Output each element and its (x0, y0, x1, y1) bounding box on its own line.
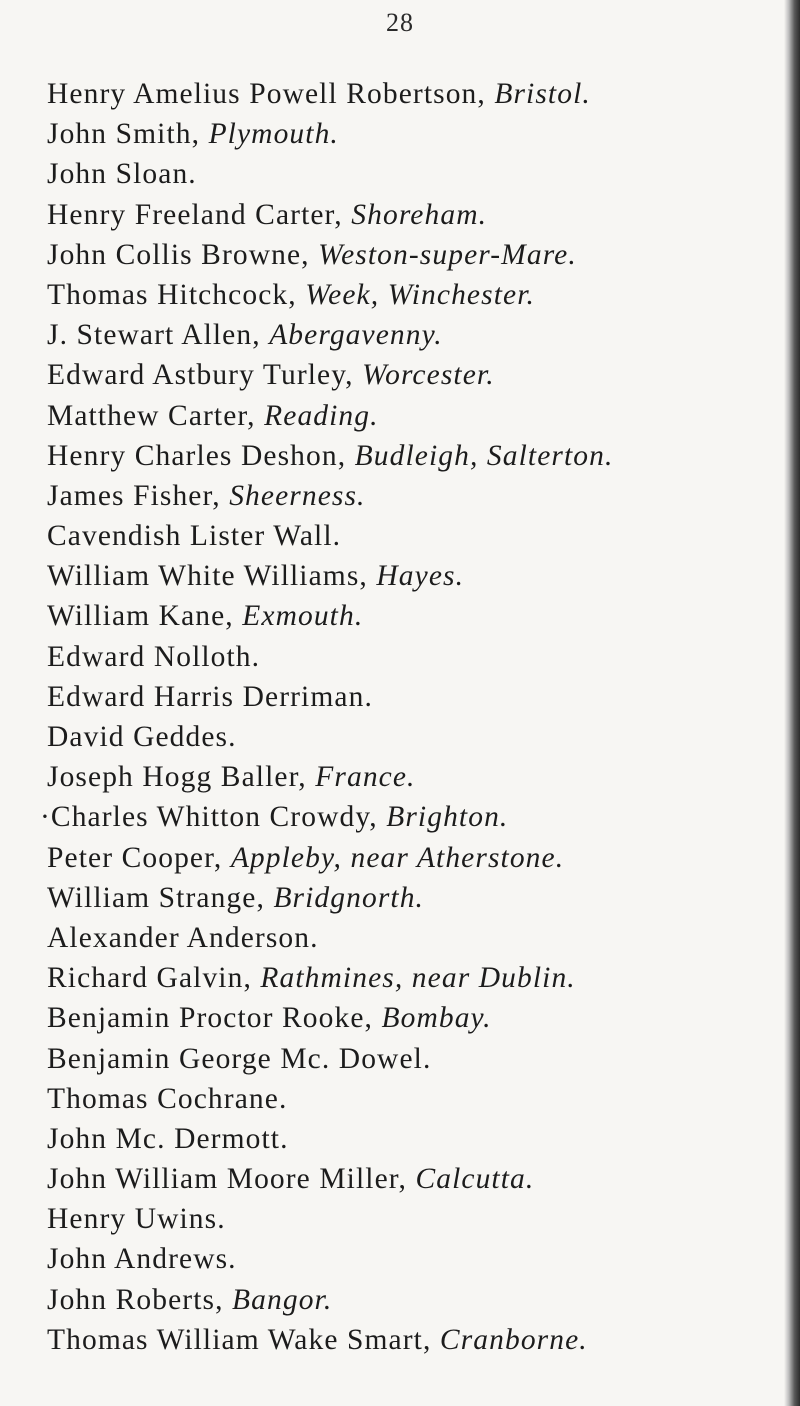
list-item (47, 1159, 800, 1199)
entry-name: William Kane, (47, 600, 243, 633)
list-item (47, 1320, 800, 1360)
list-item (47, 556, 800, 596)
list-item (47, 1199, 800, 1239)
list-item (47, 1280, 800, 1320)
list-item (47, 1079, 800, 1119)
entry-name: Edward Harris Derriman. (47, 680, 373, 713)
entry-name: Alexander Anderson. (47, 921, 319, 954)
entry-name: John Sloan. (47, 158, 197, 191)
entry-name: John William Moore Miller, (47, 1163, 416, 1196)
entry-place: Abergavenny. (269, 319, 443, 352)
entry-name: Peter Cooper, (47, 841, 231, 874)
list-item (47, 154, 800, 194)
list-item (47, 717, 800, 757)
entry-name: James Fisher, (47, 479, 230, 512)
entry-place: Bristol. (494, 78, 591, 110)
entry-place: France. (315, 761, 416, 794)
list-item (40, 797, 800, 837)
entry-name: Thomas Cochrane. (47, 1082, 288, 1115)
list-item (47, 396, 800, 436)
entry-place: Appleby, near Atherstone. (230, 841, 565, 874)
list-item (47, 1119, 800, 1159)
list-item (47, 516, 800, 556)
list-item (47, 918, 800, 958)
entry-place: Calcutta. (415, 1163, 535, 1196)
entry-place: Budleigh, Salterton. (354, 439, 614, 472)
list-item (47, 74, 800, 114)
entry-place: Cranborne. (439, 1323, 588, 1356)
entry-name: William Strange, (47, 881, 274, 914)
entry-name: John Mc. Dermott. (47, 1122, 289, 1155)
entry-name: J. Stewart Allen, (47, 319, 270, 352)
list-item (47, 637, 800, 677)
list-item (47, 1239, 800, 1279)
list-item (47, 235, 800, 275)
entry-name: John Smith, (47, 118, 209, 151)
list-item (47, 958, 800, 998)
list-item (47, 998, 800, 1038)
entry-name: Benjamin George Mc. Dowel. (47, 1042, 432, 1075)
entry-name: Richard Galvin, (47, 962, 261, 995)
entry-name: Thomas William Wake Smart, (47, 1323, 440, 1356)
entry-place: Worcester. (362, 359, 495, 392)
entry-place: Brighton. (386, 801, 509, 834)
list-item (47, 1039, 800, 1079)
list-item (47, 195, 800, 235)
entry-place: Shoreham. (351, 198, 488, 231)
entry-name: William White Williams, (47, 560, 377, 593)
entry-name: Henry Uwins. (47, 1203, 226, 1236)
entry-place: Reading. (264, 399, 379, 432)
entry-place: Week, Winchester. (305, 278, 535, 311)
list-item (47, 677, 800, 717)
list-item (47, 355, 800, 395)
entry-name: Cavendish Lister Wall. (47, 520, 342, 553)
entry-name: Henry Charles Deshon, (47, 439, 355, 472)
entry-name: ·Charles Whitton Crowdy, (40, 801, 387, 834)
entry-name: John Roberts, (47, 1283, 233, 1316)
list-item (47, 114, 800, 154)
list-item (47, 436, 800, 476)
entry-name: David Geddes. (47, 721, 237, 753)
entry-name: Henry Freeland Carter, (47, 198, 352, 231)
entry-name: Joseph Hogg Baller, (47, 761, 316, 794)
entry-place: Hayes. (376, 560, 465, 593)
entry-name: Matthew Carter, (47, 399, 265, 432)
entry-name: Edward Astbury Turley, (47, 359, 363, 392)
list-item (47, 275, 800, 315)
entry-place: Weston-super-Mare. (318, 238, 577, 271)
entry-name: Thomas Hitchcock, (47, 278, 306, 311)
page-edge-shadow (784, 0, 800, 1406)
entry-name: John Collis Browne, (47, 238, 319, 271)
list-item (47, 315, 800, 355)
entry-place: Bombay. (381, 1002, 492, 1035)
page-number: 28 (386, 8, 414, 37)
list-item (47, 878, 800, 918)
entry-place: Rathmines, near Dublin. (260, 962, 576, 995)
list-item (47, 757, 800, 797)
list-item (47, 476, 800, 516)
list-item (47, 596, 800, 636)
name-list (40, 74, 800, 1360)
entry-name: John Andrews. (47, 1243, 237, 1276)
entry-name: Benjamin Proctor Rooke, (47, 1002, 382, 1035)
entry-place: Bridgnorth. (273, 881, 425, 914)
entry-place: Exmouth. (242, 600, 364, 633)
entry-place: Plymouth. (208, 118, 339, 151)
entry-name: Edward Nolloth. (47, 640, 261, 673)
entry-place: Sheerness. (229, 479, 366, 512)
entry-name: Henry Amelius Powell Robertson, (47, 78, 495, 110)
list-item (47, 838, 800, 878)
entry-place: Bangor. (232, 1283, 333, 1316)
